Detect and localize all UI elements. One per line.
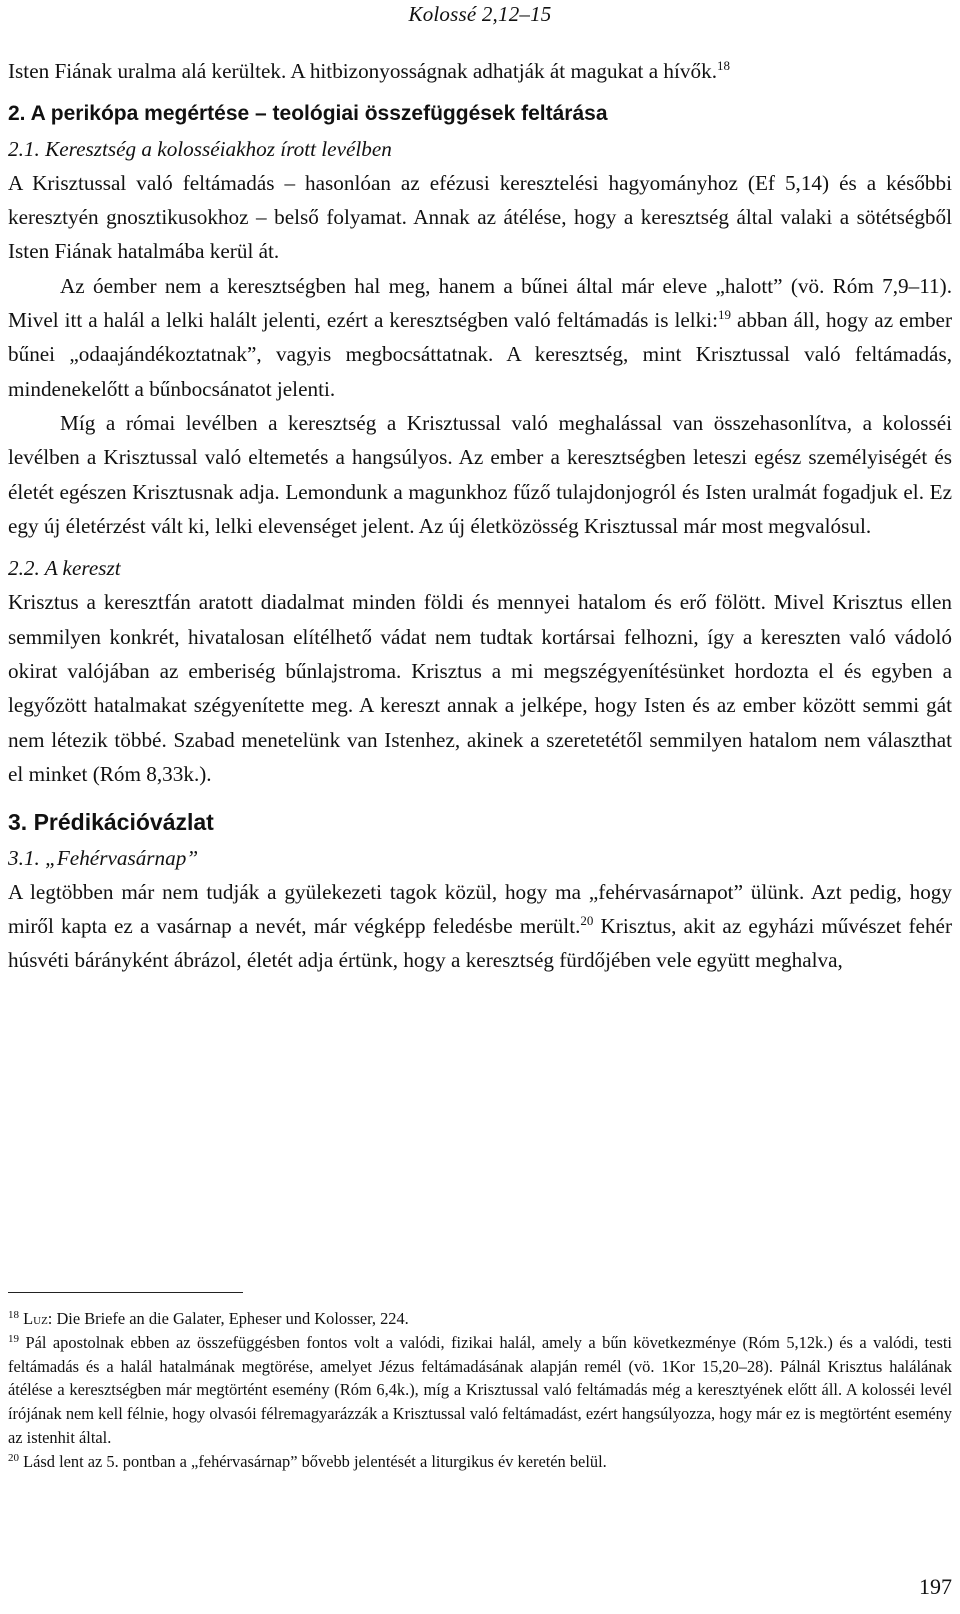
footnote-19 [8,1331,952,1450]
footnote-ref-19[interactable]: 19 [718,307,731,323]
running-head: Kolossé 2,12–15 [408,2,552,26]
footnote-18-number: 18 [8,1309,19,1321]
paragraph-4: Krisztus a keresztfán aratott diadalmat minden földi és mennyei hatalom és erő fölött. Mivel Krisztus ellen semmilyen konkrét, hivatalosan elítélhető vádat nem tudtak kortársai felhozni, így a kereszten való vádoló okirat valójában az emberiség bűnlajstroma. Krisztus a mi megszégyenítésünket hordozta el és egyben a legyőzött hatalmakat szégyenítette meg. A kereszt annak a jelképe, hogy Isten és az ember között semmi gát nem létezik többé. Szabad menetelünk van Istenhez, akinek a szeretetétől semmilyen hatalom nem választhat el minket (Róm 8,33k.). [8,590,952,786]
footnote-18 [8,1307,952,1331]
body-text [8,54,952,978]
section-3-1-heading [8,841,952,875]
paragraph-1: A Krisztussal való feltámadás – hasonlóan az efézusi keresztelési hagyományhoz (Ef 5,14) és a későbbi keresztyén gnosztikusokhoz – belső folyamat. Annak az átélése, hogy a keresztség által valaki a sötétségből Isten Fiának hatalmába kerül át. [8,170,952,264]
footnote-ref-18[interactable]: 18 [717,58,730,73]
paragraph-2-part-b: abban áll, hogy az ember bűnei „odaajándékoztatnak”, vagyis megbocsáttatnak. A keresztség, mint Krisztussal való feltámadás, mindenekelőtt a bűnbocsánatot jelenti. [8,308,952,401]
section-2-heading [8,96,952,131]
section-3-heading [8,805,952,840]
paragraph-5-part-b: Krisztus, akit az egyházi művészet fehér húsvéti bárányként ábrázol, életét adja értünk, hogy a keresztség fürdőjében vele együtt meghalva, [8,914,953,973]
paragraph-2 [8,269,952,406]
footnote-20-number: 20 [8,1451,19,1464]
footnote-18-text: : Die Briefe an die Galater, Epheser und Kolosser, 224. [47,1309,409,1328]
footnote-19-text: Pál apostolnak ebben az összefüggésben fontos volt a valódi, fizikai halál, amely a bűn következménye (Róm 5,12k.) és a valódi, testi feltámadás és a halál hatalmának megtörése, amelyet Jézus feltámadásának alapján remél (vö. 1Kor 15,20–28). Pálnál Krisztus halálának átélése a keresztségben már megtörtént esemény (Róm 6,4k.), míg a Krisztussal való feltámadás még a keresztyének előtt áll. A kolosséi levél írójának nem kell félnie, hogy olvasói félremagyarázzák a Krisztussal való feltámadást, ezért hangsúlyozza, hogy már ez is megtörtént esemény az istenhit által. [8,1332,952,1447]
document-page [8,0,952,1614]
footnote-ref-20[interactable]: 20 [580,913,594,929]
footnotes [8,1307,952,1474]
section-2-1-heading-text: 2.1. Keresztség a kolosséiakhoz írott levélben [8,136,392,161]
footnote-divider [8,1292,243,1293]
footnote-18-author: Luz [23,1309,48,1328]
footnote-20 [8,1450,952,1474]
intro-paragraph [8,54,952,88]
intro-text: Isten Fiának uralma alá kerültek. A hitbizonyosságnak adhatják át magukat a hívők. [8,59,717,83]
paragraph-5-part-a: A legtöbben már nem tudják a gyülekezeti tagok közül, hogy ma „fehérvasárnapot” ülünk. Azt pedig, hogy miről kapta ez a vasárnap a nevét, már végképp feledésbe merült. [8,879,952,939]
section-3-1-heading-text: 3.1. „Fehérvasárnap” [8,845,199,870]
footnote-19-number: 19 [8,1332,19,1345]
section-3-heading-text: 3. Prédikációvázlat [8,809,214,836]
footnote-20-text: Lásd lent az 5. pontban a „fehérvasárnap” bővebb jelentését a liturgikus év keretén belül. [23,1451,607,1471]
section-2-heading-text: 2. A perikópa megértése – teológiai összefüggések feltárása [8,102,608,126]
section-2-1-heading [8,132,952,166]
paragraph-2-part-a: Az óember nem a keresztségben hal meg, hanem a bűnei által már eleve „halott” (vö. Róm 7,9–11). Mivel itt a halál a lelki halált jelenti, ezért a keresztségben való feltámadás is lelki: [8,273,952,333]
section-2-2-heading [8,551,952,585]
section-2-2-heading-text: 2.2. A kereszt [8,556,121,581]
page-number: 197 [919,1574,952,1599]
paragraph-5 [8,875,952,978]
paragraph-3: Míg a római levélben a keresztség a Krisztussal való meghalással van összehasonlítva, a kolosséi levélben a Krisztussal való eltemetés a hangsúlyos. Az ember a keresztségben leteszi egész személyiségét és életét egészen Krisztusnak adja. Lemondunk a magunkhoz fűző tulajdonjogról és Isten uralmát fogadjuk el. Ez egy új életérzést vált ki, lelki elevenséget jelent. Az új életközösség Krisztussal már most megvalósul. [8,410,952,538]
